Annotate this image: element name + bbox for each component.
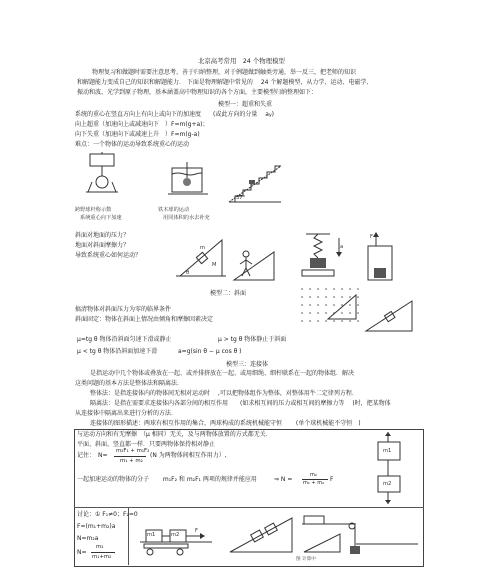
- model2-rule-2: μ < tg θ 物体沿斜面加速下滑: [77, 348, 158, 355]
- grid-dot: [301, 296, 303, 298]
- grid-dot: [309, 312, 311, 314]
- grid-dot: [357, 320, 359, 322]
- model2-rule-2b: a=g(sin θ − μ cos θ ): [178, 348, 242, 355]
- frac-3-bar: [91, 552, 115, 553]
- grid-dot: [349, 288, 351, 290]
- grid-dot: [333, 288, 335, 290]
- discussion-3: N=m₂a: [77, 535, 99, 542]
- grid-dot: [301, 304, 303, 306]
- caption-tank-2: 用同体积的水去补充: [163, 215, 210, 221]
- bottom-m1-label: m1: [147, 532, 156, 538]
- grid-dot: [341, 320, 343, 322]
- incline-block-figure: [364, 295, 414, 335]
- grid-dot: [341, 312, 343, 314]
- spring-mass-figure: [298, 232, 338, 280]
- model3-heading: 模型三：连接体: [226, 361, 269, 368]
- grid-dot: [349, 304, 351, 306]
- grid-triangle: [328, 295, 356, 319]
- stairs-figure: [225, 160, 285, 205]
- table-line-2: 平面、斜面、竖直都一样．只要两物体保持相对静止: [77, 441, 216, 448]
- table-line-3: 记住： N=: [77, 452, 108, 459]
- scale-ball-figure: [80, 152, 130, 202]
- frac-1-bottom: m₁ + m₂: [120, 458, 143, 464]
- grid-dot: [317, 296, 319, 298]
- model3-para-1: 是指运动中几个物体或叠放在一起、或并排挤放在一起、或用细绳、细杆联系在一起的物体组．解决: [90, 370, 355, 377]
- model3-table-intro: 连接体的图形描述：两球有相互作用的集合，两球构成的系统机械能守恒 (单个球机械能不守恒 ): [90, 420, 361, 427]
- model3-para-4: 隔离法：是指在需要求连接体内各部分间的相互作用 (如求相互间的压力或相互间的摩擦力等 )时，把某物体: [90, 400, 391, 407]
- grid-dot: [333, 320, 335, 322]
- grid-dot: [325, 288, 327, 290]
- grid-dot: [301, 320, 303, 322]
- page-title: 北京高考常用 24 个物理模型: [198, 57, 285, 65]
- grid-dot: [317, 304, 319, 306]
- pulley-blocks-figure: [300, 512, 360, 558]
- caption-scale-2: 系统重心向下加速: [80, 215, 122, 221]
- grid-dot: [325, 296, 327, 298]
- bottom-F-label: F: [195, 528, 198, 534]
- frac-2-top: m₂: [310, 472, 317, 478]
- model3-para-2: 这类问题的基本方法是整体法和隔离法．: [75, 380, 184, 387]
- figure-caption: 图 计算中: [296, 557, 316, 562]
- box-m2-label: m2: [383, 481, 392, 487]
- grid-dot: [317, 312, 319, 314]
- discussion-4: N=: [77, 549, 87, 556]
- model2-heading: 模型二：斜面: [210, 290, 247, 297]
- grid-dot: [357, 312, 359, 314]
- stairs-angle: 37°: [236, 195, 246, 201]
- wedge-theta-label: θ: [186, 270, 190, 276]
- grid-dot: [309, 304, 311, 306]
- wedge-block-figure: [176, 232, 226, 280]
- grid-dot: [309, 296, 311, 298]
- caption-scale-1: 跨野球杆称示数: [75, 207, 112, 213]
- model3-para-3: 整体法：是指连接体内的物体间无相对运动时 ,可以把物体组作为整体，对整体用牛二定律列方程．: [90, 390, 358, 397]
- question-1: 斜面对地面的压力？: [75, 232, 130, 239]
- model2-line-1: 搞清物体对斜面压力为零的临界条件: [75, 306, 172, 313]
- grid-dot: [309, 320, 311, 322]
- water-tank-figure: [168, 162, 208, 202]
- question-2: 地面对斜面摩擦力？: [75, 242, 130, 249]
- table-line-4-F: F: [330, 476, 334, 483]
- grid-dot: [309, 288, 311, 290]
- frac-3-top: m₂: [96, 544, 104, 550]
- intro-line-1: 物理复习和做题时需要注意思考、善于归纳整理，对于例题做到触类旁通，举一反三，把老师的知识: [92, 69, 357, 76]
- grid-dot: [357, 304, 359, 306]
- grid-dot: [317, 320, 319, 322]
- grid-dot: [325, 312, 327, 314]
- model1-line-2: 向上超重（加速向上或减速向下 ）F=m(g+a)；: [75, 121, 209, 128]
- question-3: 导致系统重心如何运动？: [75, 252, 142, 259]
- grid-dot: [333, 304, 335, 306]
- table-divider: [74, 507, 424, 508]
- bottom-m2-label: m2: [171, 532, 180, 538]
- discussion-1: 讨论：① F₁≠0；F₂=0: [77, 511, 138, 518]
- dot-grid-figure: [298, 285, 362, 325]
- frac-1-top: m₂F₁ + m₁F₂: [116, 448, 150, 454]
- grid-dot: [357, 296, 359, 298]
- intro-line-3: 振动和波、光学到原子物理，基本涵盖高中物理知识的各个方面，主要模型归纳整理如下：: [77, 89, 318, 96]
- incline-blocks-figure: [226, 512, 296, 558]
- table-line-1: 与运动方向和有无摩擦 （μ 相同）无关，及与两物体放置的方式都无关．: [77, 431, 272, 438]
- frame-F-label: F: [370, 234, 373, 240]
- wedge-M-label: M: [212, 262, 217, 268]
- ground-line-figure: [356, 540, 420, 550]
- table-line-4: 一起加速运动的物体的分子 m₁F₂ 和 m₂F₁ 两项的规律并能应用: [77, 476, 257, 483]
- caption-tank-1: 铁木球的运动: [158, 207, 190, 213]
- wedge-m-label: m: [200, 245, 206, 251]
- grid-dot: [341, 304, 343, 306]
- frac-1-bar: [114, 456, 146, 457]
- table-line-4-eq: ⇒ N =: [274, 476, 293, 483]
- person-incline-figure: [232, 240, 277, 282]
- table-line-3-note: (N 为两物体间相互作用力）,: [150, 452, 227, 459]
- grid-dot: [341, 288, 343, 290]
- box-m1-label: m1: [383, 448, 392, 454]
- frac-3-bottom: m₁+m₂: [92, 554, 112, 560]
- model2-rule-1: μ=tg θ 物体沿斜面匀速下滑或静止: [77, 336, 172, 343]
- model1-line-4: 难点：一个物体的运动导致系统重心的运动: [75, 141, 190, 148]
- model1-line-1-text: 系统的重心在竖直方向上有向上或向下的加速度 (或此方向的分量 a: [75, 111, 269, 118]
- intro-line-2: 和解题能力变成自己的知识和解题能力． 下面是物理解题中常见的 24 个解题模型，从力学、运动、电磁学、: [77, 79, 373, 86]
- model1-heading: 模型一：超重和失重: [218, 101, 273, 108]
- model1-line-1: [75, 111, 274, 119]
- model2-line-2: 斜面固定：物体在斜面上情况由倾角和摩擦因素决定: [75, 316, 214, 323]
- grid-dot: [301, 288, 303, 290]
- grid-dot: [325, 320, 327, 322]
- grid-dot: [357, 288, 359, 290]
- grid-dot: [301, 312, 303, 314]
- model1-line-1-end: ): [271, 111, 274, 118]
- grid-dot: [341, 296, 343, 298]
- grid-dot: [349, 320, 351, 322]
- grid-dot: [317, 288, 319, 290]
- stacked-boxes-figure: [370, 432, 410, 506]
- frac-2-bottom: m₁ + m₂: [303, 480, 325, 486]
- grid-dot: [349, 296, 351, 298]
- grid-dot: [325, 304, 327, 306]
- spring-a-label: a: [340, 244, 344, 250]
- model3-para-5: 从连接体中隔离出来进行分析的方法．: [75, 410, 178, 417]
- model1-line-3: 向下失重（加速向下或减速上升 ）F=m(g-a): [75, 131, 200, 138]
- discussion-2: F=(m₁+m₂)a: [77, 523, 116, 530]
- spring-arrow-icon: [336, 238, 342, 258]
- grid-dot: [349, 312, 351, 314]
- model2-rule-1b: μ > tg θ 物体静止于斜面: [218, 336, 287, 343]
- grid-dot: [333, 296, 335, 298]
- model1-line-1-sub: y: [268, 113, 272, 118]
